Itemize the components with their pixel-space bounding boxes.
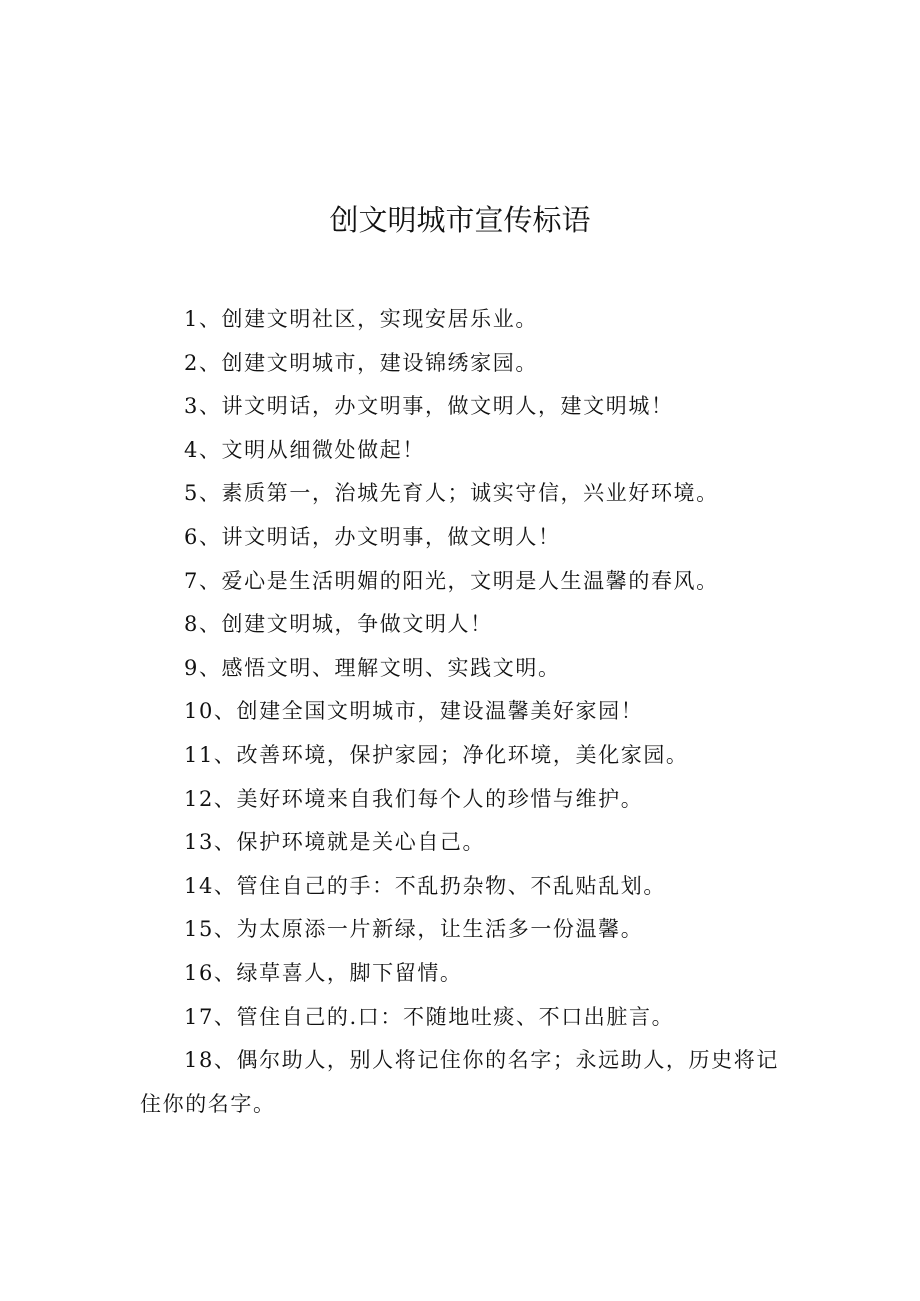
- slogan-item: 5、素质第一，治城先育人；诚实守信，兴业好环境。: [184, 481, 719, 506]
- slogan-item: 16、绿草喜人，脚下留情。: [184, 960, 463, 985]
- slogan-list: [140, 298, 780, 1126]
- slogan-item: 14、管住自己的手：不乱扔杂物、不乱贴乱划。: [184, 873, 666, 898]
- slogan-item: 10、创建全国文明城市，建设温馨美好家园！: [184, 699, 644, 724]
- slogan-item: 4、文明从细微处做起！: [184, 437, 425, 462]
- slogan-item: 8、创建文明城，争做文明人！: [184, 612, 493, 637]
- slogan-item: 17、管住自己的.口：不随地吐痰、不口出脏言。: [184, 1004, 675, 1029]
- slogan-item: 11、改善环境，保护家园；净化环境，美化家园。: [184, 742, 689, 767]
- slogan-item: 1、创建文明社区，实现安居乐业。: [184, 307, 538, 331]
- slogan-item: 9、感悟文明、理解文明、实践文明。: [184, 655, 561, 680]
- slogan-item: 18、偶尔助人，别人将记住你的名字；永远助人，历史将记住你的名字。: [140, 1048, 779, 1116]
- slogan-item: 2、创建文明城市，建设锦绣家园。: [184, 350, 538, 375]
- slogan-item: 3、讲文明话，办文明事，做文明人，建文明城！: [184, 394, 674, 419]
- document-title: 创文明城市宣传标语: [329, 203, 591, 237]
- slogan-item: 7、爱心是生活明媚的阳光，文明是人生温馨的春风。: [184, 568, 719, 593]
- slogan-item: 15、为太原添一片新绿，让生活多一份温馨。: [184, 917, 644, 942]
- slogan-item: 12、美好环境来自我们每个人的珍惜与维护。: [184, 786, 644, 811]
- slogan-item: 13、保护环境就是关心自己。: [184, 830, 486, 855]
- slogan-item: 6、讲文明话，办文明事，做文明人！: [184, 524, 561, 549]
